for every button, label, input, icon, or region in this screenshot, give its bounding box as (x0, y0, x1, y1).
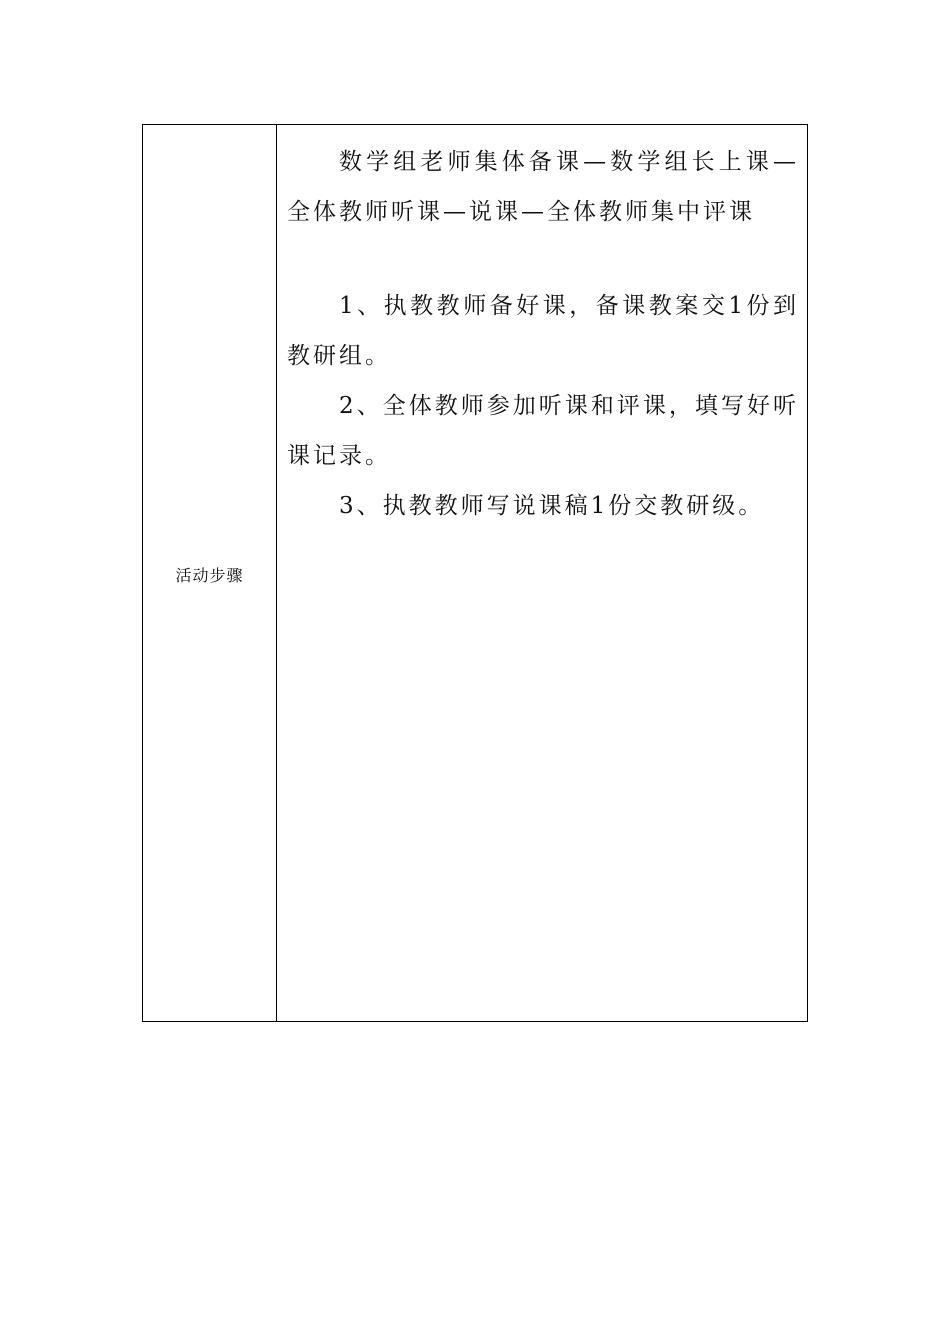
activity-table (142, 124, 808, 1022)
row-label-cell (143, 125, 276, 1021)
content-cell (277, 125, 807, 1021)
step-item: 1、执教教师备好课，备课教案交1份到教研组。 (287, 293, 799, 369)
process-flow-text: 数学组老师集体备课—数学组长上课—全体教师听课—说课—全体教师集中评课 (287, 149, 799, 225)
step-item: 3、执教教师写说课稿1份交教研级。 (339, 493, 765, 519)
spacer (287, 237, 799, 281)
step-item: 2、全体教师参加听课和评课，填写好听课记录。 (287, 393, 799, 469)
row-label: 活动步骤 (175, 565, 244, 585)
